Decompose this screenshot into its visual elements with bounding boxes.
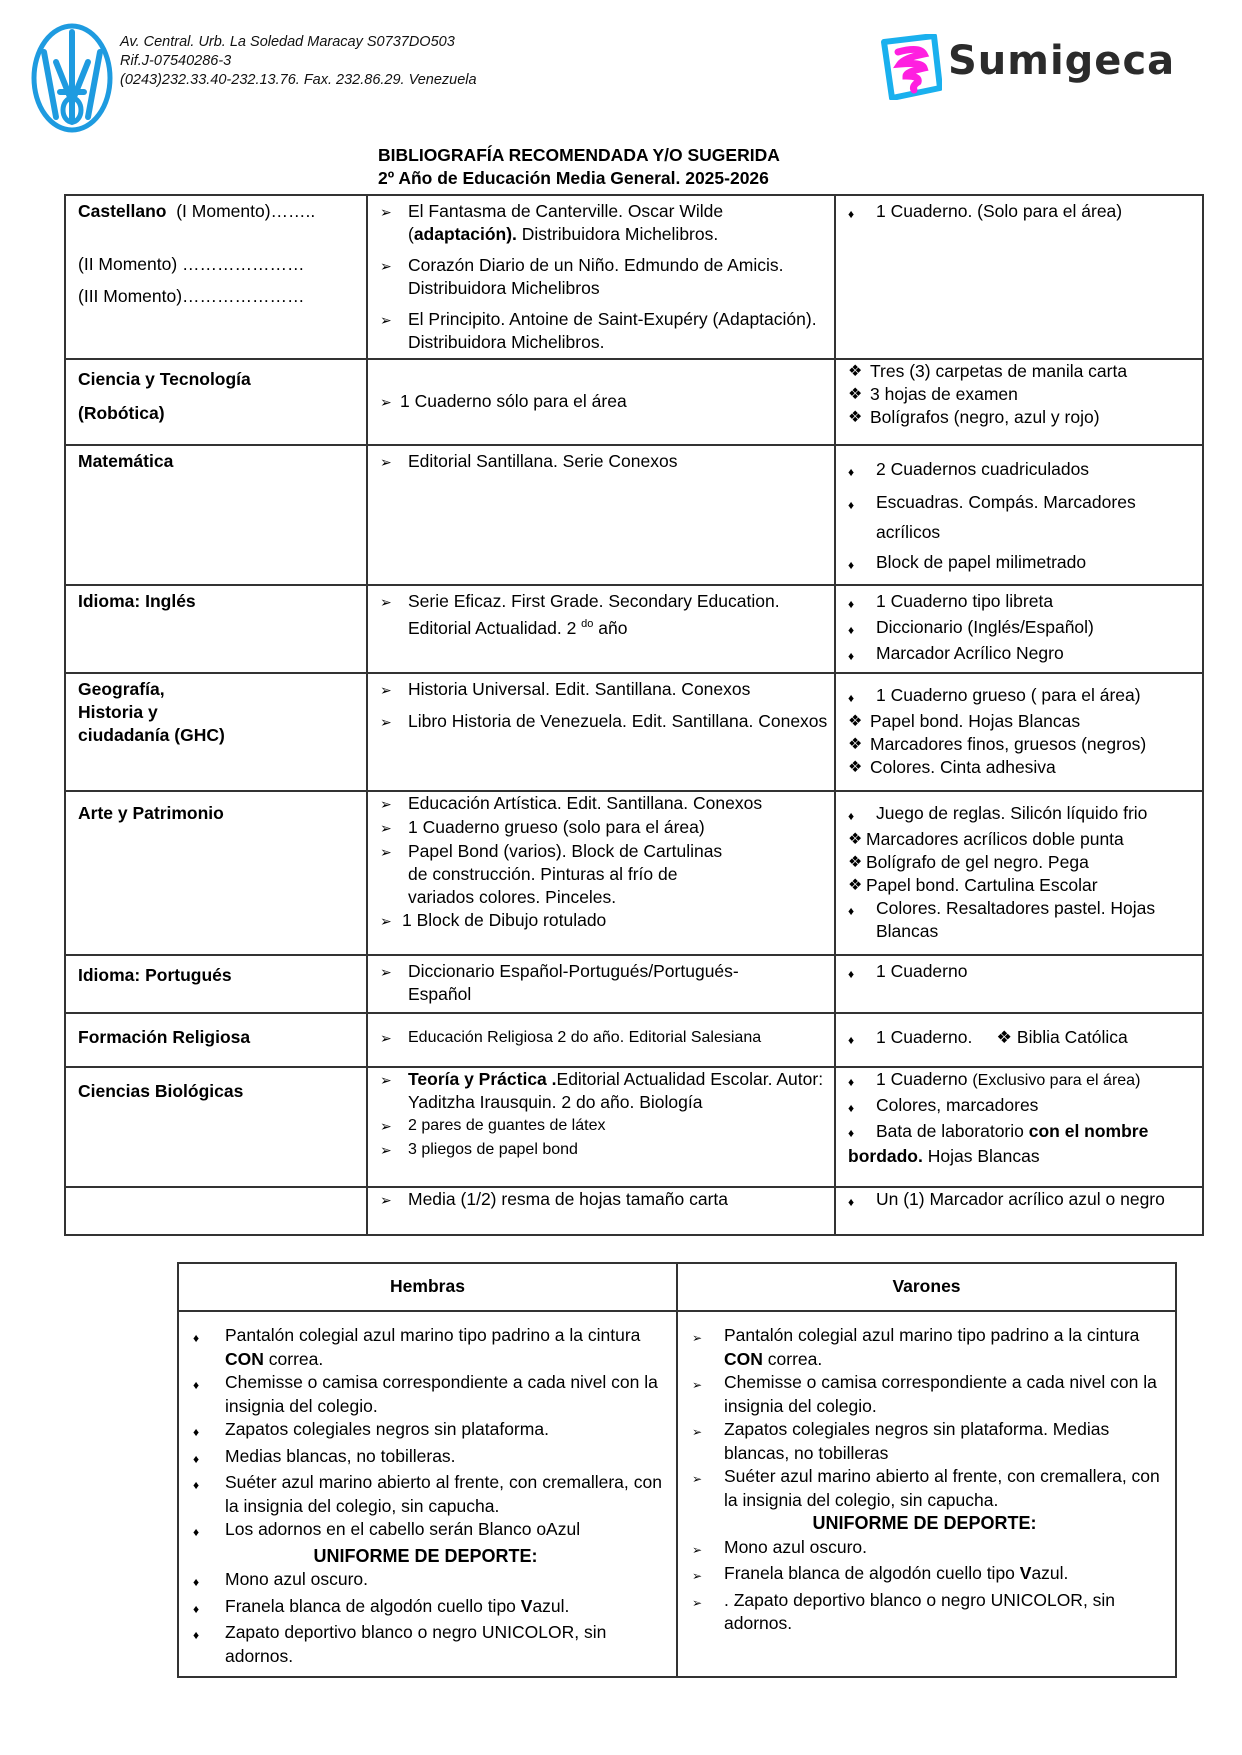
list-item: ➢ Diccionario Español-Portugués/Portugués-Español <box>380 961 739 1004</box>
four-diamond-bullet-icon: ❖ <box>848 713 863 730</box>
arrow-bullet-icon: ➢ <box>380 1030 392 1046</box>
arrow-bullet-icon: ➢ <box>692 1378 703 1392</box>
subject-name: ciudadanía (GHC) <box>78 725 225 745</box>
uniform-table <box>177 1262 1177 1678</box>
four-diamond-bullet-icon: ❖ <box>848 759 863 776</box>
subject-name: Arte y Patrimonio <box>78 803 224 823</box>
arrow-bullet-icon: ➢ <box>380 714 392 730</box>
list-item: ➢ Mono azul oscuro. <box>688 1536 1161 1563</box>
arrow-bullet-icon: ➢ <box>380 820 392 836</box>
list-item: ➢ Franela blanca de algodón cuello tipo Vazul. <box>688 1562 1161 1589</box>
diamond-bullet-icon: ♦ <box>193 1601 200 1616</box>
arrow-bullet-icon: ➢ <box>380 258 392 274</box>
diamond-bullet-icon: ♦ <box>193 1378 200 1392</box>
list-item: ❖ Tres (3) carpetas de manila carta <box>848 361 1128 381</box>
column-header-hembras: Hembras <box>178 1263 677 1311</box>
arrow-bullet-icon: ➢ <box>380 682 392 698</box>
arrow-bullet-icon: ➢ <box>692 1595 703 1610</box>
materials-cell <box>835 585 1203 673</box>
arrow-bullet-icon: ➢ <box>380 1118 392 1134</box>
school-address <box>120 33 477 90</box>
list-item: ➢ Historia Universal. Edit. Santillana. Conexos <box>380 678 828 702</box>
diamond-bullet-icon: ♦ <box>848 904 855 918</box>
materials-cell <box>835 673 1203 791</box>
table-row <box>65 585 1203 673</box>
list-item: ❖ Papel bond. Cartulina Escolar <box>848 875 1098 895</box>
diamond-bullet-icon: ♦ <box>848 1033 855 1047</box>
list-item: ♦ 1 Cuaderno grueso ( para el área) <box>848 684 1196 710</box>
books-cell <box>367 1013 835 1067</box>
brand-wordmark: Sumigeca <box>948 38 1176 84</box>
arrow-bullet-icon: ➢ <box>380 312 392 328</box>
list-item: ♦ 1 Cuaderno. ❖ Biblia Católica <box>848 1026 1196 1052</box>
list-item: ➢ El Fantasma de Canterville. Oscar Wilde (adaptación). Distribuidora Michelibros. <box>380 201 724 244</box>
subject-cell <box>65 673 367 791</box>
table-row <box>65 445 1203 585</box>
list-item: ➢ Suéter azul marino abierto al frente, con cremallera, con la insignia del colegio, sin capucha. <box>688 1465 1161 1512</box>
list-item: ➢ Teoría y Práctica .Editorial Actualidad Escolar. Autor: Yaditzha Irausquin. 2 do año. Biología <box>380 1069 824 1112</box>
table-row <box>65 1067 1203 1187</box>
diamond-bullet-icon: ♦ <box>193 1425 200 1439</box>
list-item: ♦ Bata de laboratorio con el nombre bordado. Hojas Blancas <box>848 1121 1149 1166</box>
list-item: ♦ Block de papel milimetrado <box>848 547 1196 580</box>
four-diamond-bullet-icon: ❖ <box>848 831 863 848</box>
four-diamond-bullet-icon: ❖ <box>848 409 863 426</box>
varones-cell <box>677 1311 1176 1677</box>
arrow-bullet-icon: ➢ <box>380 394 392 410</box>
arrow-bullet-icon: ➢ <box>380 964 392 980</box>
list-item: ❖ Bolígrafo de gel negro. Pega <box>848 852 1089 872</box>
books-cell <box>367 791 835 955</box>
list-item: ♦ 1 Cuaderno (Exclusivo para el área) <box>848 1068 1196 1094</box>
four-diamond-bullet-icon: ❖ <box>848 386 863 403</box>
sport-uniform-title: UNIFORME DE DEPORTE: <box>313 1545 538 1566</box>
list-item: ➢ 1 Cuaderno sólo para el área <box>380 390 828 414</box>
list-item: ➢ Papel Bond (varios). Block de Cartulinas de construcción. Pinturas al frío de variados colores. Pinceles. <box>380 841 723 907</box>
list-item: ❖ Bolígrafos (negro, azul y rojo) <box>848 407 1100 427</box>
books-cell <box>367 585 835 673</box>
title-line-1: BIBLIOGRAFÍA RECOMENDADA Y/O SUGERIDA <box>378 145 780 165</box>
diamond-bullet-icon: ♦ <box>848 1101 855 1115</box>
diamond-bullet-icon: ♦ <box>848 1075 855 1089</box>
table-row <box>65 791 1203 955</box>
list-item: ➢ Media (1/2) resma de hojas tamaño carta <box>380 1188 828 1212</box>
list-item: ♦ Chemisse o camisa correspondiente a cada nivel con la insignia del colegio. <box>189 1371 662 1418</box>
diamond-bullet-icon: ♦ <box>848 967 855 981</box>
address-line: Av. Central. Urb. La Soledad Maracay S0737DO503 <box>120 34 455 50</box>
diamond-bullet-icon: ♦ <box>848 558 855 572</box>
title-line-2: 2º Año de Educación Media General. 2025-2026 <box>378 168 769 188</box>
uniform-body-row <box>178 1311 1176 1677</box>
list-item: ➢ El Principito. Antoine de Saint-Exupéry (Adaptación). Distribuidora Michelibros. <box>380 309 817 352</box>
list-item: ♦ Colores. Resaltadores pastel. Hojas Blancas <box>848 898 1156 941</box>
arrow-bullet-icon: ➢ <box>692 1331 703 1345</box>
subject-cell <box>65 445 367 585</box>
list-item: ❖ 3 hojas de examen <box>848 384 1018 404</box>
arrow-bullet-icon: ➢ <box>380 204 392 220</box>
list-item: ❖ Marcadores finos, gruesos (negros) <box>848 734 1147 754</box>
subject-name: Idioma: Portugués <box>78 965 232 985</box>
arrow-bullet-icon: ➢ <box>380 1192 392 1208</box>
books-cell <box>367 195 835 359</box>
list-item: ➢ Educación Religiosa 2 do año. Editorial Salesiana <box>380 1026 828 1050</box>
phone-line: (0243)232.33.40-232.13.76. Fax. 232.86.29. Venezuela <box>120 72 477 88</box>
arrow-bullet-icon: ➢ <box>380 594 392 610</box>
list-item: ♦ Marcador Acrílico Negro <box>848 642 1196 668</box>
subject-cell <box>65 955 367 1013</box>
list-item: ♦ Los adornos en el cabello serán Blanco oAzul <box>189 1518 662 1545</box>
table-row <box>65 359 1203 445</box>
subject-cell <box>65 585 367 673</box>
arrow-bullet-icon: ➢ <box>380 913 392 929</box>
diamond-bullet-icon: ♦ <box>848 498 855 512</box>
subject-cell <box>65 195 367 359</box>
list-item: ➢ 1 Block de Dibujo rotulado <box>380 909 828 933</box>
arrow-bullet-icon: ➢ <box>380 454 392 470</box>
arrow-bullet-icon: ➢ <box>692 1542 703 1557</box>
moment-label: (III Momento)………………… <box>78 286 305 306</box>
subject-name: Historia y <box>78 702 158 722</box>
books-cell <box>367 673 835 791</box>
materials-cell <box>835 955 1203 1013</box>
list-item: ♦ Suéter azul marino abierto al frente, con cremallera, con la insignia del colegio, sin capucha. <box>189 1471 662 1518</box>
list-item: ➢ 2 pares de guantes de látex <box>380 1114 828 1138</box>
subject-name: Geografía, <box>78 679 165 699</box>
table-row <box>65 195 1203 359</box>
bibliography-table <box>64 194 1204 1236</box>
subject-cell <box>65 1067 367 1187</box>
table-row <box>65 955 1203 1013</box>
list-item: ♦ Escuadras. Compás. Marcadores acrílicos <box>848 487 1196 547</box>
list-item: ➢ Zapatos colegiales negros sin plataforma. Medias blancas, no tobilleras <box>688 1418 1161 1465</box>
page-title <box>378 144 780 190</box>
list-item: ➢ Serie Eficaz. First Grade. Secondary Education. Editorial Actualidad. 2 $^{do}$ año <box>380 591 780 638</box>
list-item: ➢ Pantalón colegial azul marino tipo padrino a la cintura CON correa. <box>688 1324 1161 1371</box>
list-item: ➢ Editorial Santillana. Serie Conexos <box>380 450 828 474</box>
four-diamond-bullet-icon: ❖ <box>996 1027 1013 1047</box>
subject-name: Formación Religiosa <box>78 1027 251 1047</box>
books-cell <box>367 1067 835 1187</box>
diamond-bullet-icon: ♦ <box>848 809 855 823</box>
list-item: ❖ Papel bond. Hojas Blancas <box>848 711 1081 731</box>
materials-cell <box>835 195 1203 359</box>
diamond-bullet-icon: ♦ <box>848 623 855 637</box>
subject-name: Castellano <box>78 201 167 221</box>
arrow-bullet-icon: ➢ <box>380 796 392 812</box>
sport-uniform-title: UNIFORME DE DEPORTE: <box>812 1513 1037 1533</box>
list-item: ♦ Un (1) Marcador acrílico azul o negro <box>848 1188 1196 1214</box>
sumigeca-mark-icon <box>880 34 942 100</box>
four-diamond-bullet-icon: ❖ <box>848 877 863 894</box>
list-item: ♦ Medias blancas, no tobilleras. <box>189 1445 662 1472</box>
subject-cell <box>65 359 367 445</box>
table-row <box>65 673 1203 791</box>
list-item: ➢ Educación Artística. Edit. Santillana. Conexos <box>380 792 828 816</box>
arrow-bullet-icon: ➢ <box>692 1569 703 1583</box>
list-item: ♦ 1 Cuaderno <box>848 960 1196 986</box>
list-item: ❖ Marcadores acrílicos doble punta <box>848 829 1124 849</box>
sumigeca-logo <box>880 34 1180 100</box>
list-item: ♦ 1 Cuaderno. (Solo para el área) <box>848 200 1196 226</box>
materials-cell <box>835 1013 1203 1067</box>
subject-name-sub: (Robótica) <box>78 403 165 423</box>
diamond-bullet-icon: ♦ <box>848 1195 855 1209</box>
books-cell <box>367 1187 835 1235</box>
diamond-bullet-icon: ♦ <box>848 597 855 611</box>
rif-line: Rif.J-07540286-3 <box>120 53 232 69</box>
column-header-varones: Varones <box>677 1263 1176 1311</box>
materials-cell <box>835 445 1203 585</box>
list-item: ➢ . Zapato deportivo blanco o negro UNICOLOR, sin adornos. <box>688 1589 1161 1636</box>
diamond-bullet-icon: ♦ <box>193 1525 200 1539</box>
subject-cell <box>65 791 367 955</box>
diamond-bullet-icon: ♦ <box>848 1126 855 1140</box>
diamond-bullet-icon: ♦ <box>193 1451 200 1466</box>
list-item: ➢ 3 pliegos de papel bond <box>380 1138 828 1162</box>
diamond-bullet-icon: ♦ <box>193 1628 200 1642</box>
arrow-bullet-icon: ➢ <box>380 1072 392 1088</box>
four-diamond-bullet-icon: ❖ <box>848 736 863 753</box>
school-monogram-logo <box>30 22 114 134</box>
list-item: ➢ Chemisse o camisa correspondiente a cada nivel con la insignia del colegio. <box>688 1371 1161 1418</box>
diamond-bullet-icon: ♦ <box>193 1478 200 1492</box>
four-diamond-bullet-icon: ❖ <box>848 854 863 871</box>
diamond-bullet-icon: ♦ <box>193 1575 200 1589</box>
four-diamond-bullet-icon: ❖ <box>848 363 863 380</box>
diamond-bullet-icon: ♦ <box>193 1331 200 1345</box>
table-row <box>65 1187 1203 1235</box>
table-row <box>65 1013 1203 1067</box>
list-item: ➢ Libro Historia de Venezuela. Edit. Santillana. Conexos <box>380 710 828 734</box>
books-cell <box>367 955 835 1013</box>
arrow-bullet-icon: ➢ <box>380 1142 392 1158</box>
diamond-bullet-icon: ♦ <box>848 691 855 705</box>
list-item: ♦ Mono azul oscuro. <box>189 1568 662 1595</box>
list-item: ♦ Zapato deportivo blanco o negro UNICOLOR, sin adornos. <box>189 1621 662 1668</box>
subject-cell <box>65 1187 367 1235</box>
list-item: ➢ Corazón Diario de un Niño. Edmundo de Amicis. Distribuidora Michelibros <box>380 255 784 298</box>
books-cell <box>367 359 835 445</box>
subject-name: Idioma: Inglés <box>78 591 196 611</box>
list-item: ♦ Pantalón colegial azul marino tipo padrino a la cintura CON correa. <box>189 1324 662 1371</box>
materials-cell <box>835 1067 1203 1187</box>
list-item: ♦ 1 Cuaderno tipo libreta <box>848 590 1196 616</box>
hembras-cell <box>178 1311 677 1677</box>
list-item: ♦ 2 Cuadernos cuadriculados <box>848 454 1196 487</box>
list-item: ♦ Zapatos colegiales negros sin plataforma. <box>189 1418 662 1445</box>
materials-cell <box>835 359 1203 445</box>
list-item: ❖ Colores. Cinta adhesiva <box>848 757 1056 777</box>
list-item: ♦ Juego de reglas. Silicón líquido frio <box>848 802 1196 828</box>
arrow-bullet-icon: ➢ <box>380 844 392 860</box>
arrow-bullet-icon: ➢ <box>692 1472 703 1486</box>
uniform-header-row <box>178 1263 1176 1311</box>
subject-name: Matemática <box>78 451 174 471</box>
subject-name: Ciencia y Tecnología <box>78 369 251 389</box>
list-item: ♦ Franela blanca de algodón cuello tipo Vazul. <box>189 1595 662 1622</box>
diamond-bullet-icon: ♦ <box>848 207 855 221</box>
list-item: ♦ Diccionario (Inglés/Español) <box>848 616 1196 642</box>
diamond-bullet-icon: ♦ <box>848 649 855 663</box>
materials-cell <box>835 791 1203 955</box>
moment-label: (II Momento) ………………… <box>78 254 305 274</box>
diamond-bullet-icon: ♦ <box>848 465 855 479</box>
subject-name: Ciencias Biológicas <box>78 1081 244 1101</box>
arrow-bullet-icon: ➢ <box>692 1425 703 1439</box>
books-cell <box>367 445 835 585</box>
moment-label: (I Momento)…….. <box>176 201 316 221</box>
subject-cell <box>65 1013 367 1067</box>
list-item: ➢ 1 Cuaderno grueso (solo para el área) <box>380 816 828 840</box>
materials-cell <box>835 1187 1203 1235</box>
list-item: ♦ Colores, marcadores <box>848 1094 1196 1120</box>
